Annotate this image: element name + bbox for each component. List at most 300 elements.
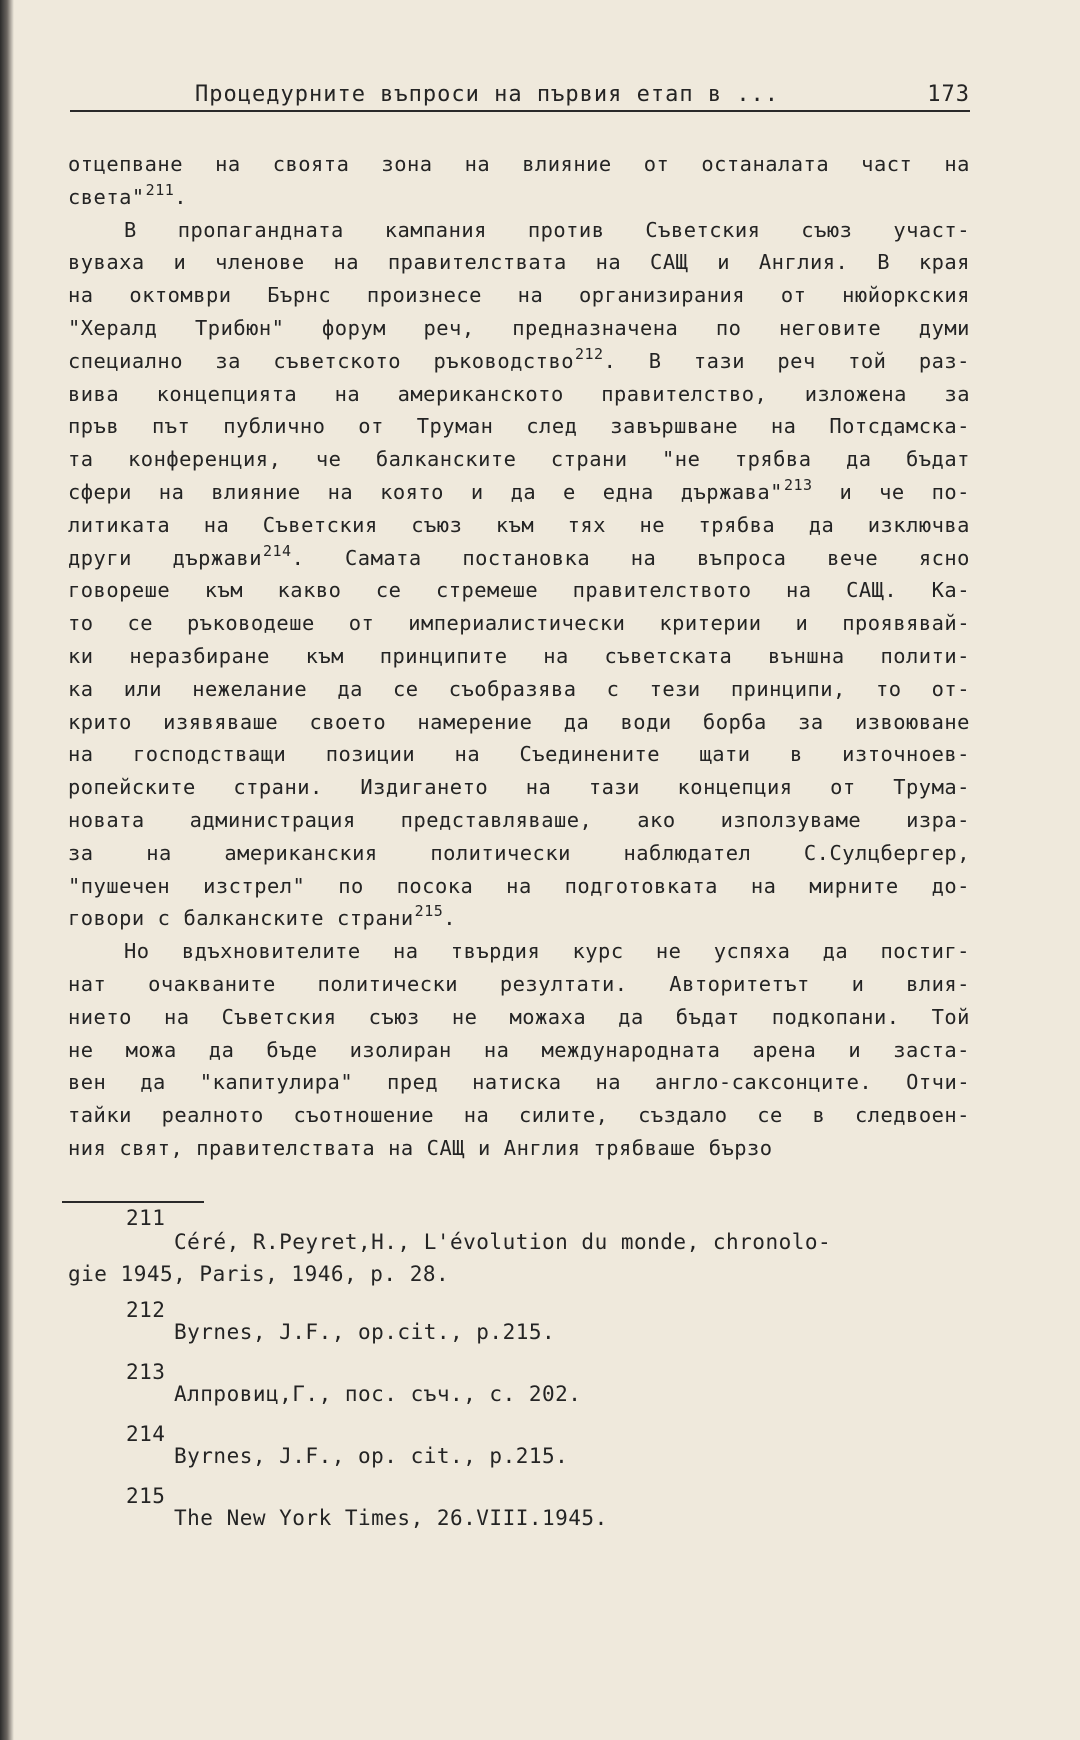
word: на xyxy=(506,873,532,898)
word: Бърнс xyxy=(267,283,332,308)
footnote-marker: 214 xyxy=(262,541,292,560)
word: държави$^{214}$. xyxy=(172,541,305,570)
text-line xyxy=(68,345,970,378)
word: Но xyxy=(124,939,150,964)
word: Труман xyxy=(416,414,494,439)
word: на xyxy=(215,152,241,176)
word: Съветския xyxy=(645,217,761,242)
text-line xyxy=(68,1099,970,1132)
word: международната xyxy=(541,1037,721,1062)
text-line xyxy=(68,542,970,575)
word: на xyxy=(750,873,777,898)
word: намерение xyxy=(417,709,533,734)
word: неразбиране xyxy=(129,643,270,668)
text-line xyxy=(68,476,970,509)
word: страни. xyxy=(233,775,323,800)
word: зона xyxy=(381,152,433,176)
word: и xyxy=(173,250,187,275)
word: своето xyxy=(309,709,387,734)
word: част xyxy=(861,152,913,176)
word: той xyxy=(848,348,887,373)
word: е xyxy=(563,479,576,504)
word: трябваше xyxy=(593,1135,696,1160)
word: свят, xyxy=(119,1135,184,1160)
word: с xyxy=(606,676,620,701)
word: света"$^{211}$. xyxy=(68,180,188,209)
word: съюз xyxy=(411,512,463,537)
footnote xyxy=(68,1422,970,1484)
word: можа xyxy=(125,1037,177,1062)
word: тях xyxy=(567,512,606,537)
word: на xyxy=(327,479,354,504)
word: ка xyxy=(68,676,94,701)
word: да xyxy=(845,447,872,472)
word: влияние xyxy=(522,152,612,176)
footnote xyxy=(68,1484,970,1546)
word: до- xyxy=(931,873,970,898)
word: изключва xyxy=(867,512,970,537)
word: тайки xyxy=(68,1103,132,1128)
word: на xyxy=(334,381,361,406)
word: не xyxy=(68,1037,94,1062)
word: на xyxy=(525,775,552,800)
text-line xyxy=(68,738,970,771)
word: и xyxy=(478,1135,491,1160)
word: резултати. xyxy=(499,971,628,996)
word: Самата xyxy=(345,545,422,570)
footnote xyxy=(68,1206,970,1298)
word: съветското xyxy=(273,348,402,373)
word: изолиран xyxy=(349,1037,452,1062)
word: полити- xyxy=(880,643,970,668)
word: силите, xyxy=(518,1103,609,1128)
footnote-number: 214 xyxy=(126,1422,166,1446)
text-line xyxy=(68,902,970,935)
word: Англия xyxy=(503,1135,581,1160)
text-line xyxy=(68,837,970,870)
word: мирните xyxy=(809,873,899,898)
word: вдъхновителите xyxy=(181,939,361,964)
word: Трума- xyxy=(893,775,970,800)
word: балканските xyxy=(183,906,324,931)
word: на xyxy=(944,152,970,176)
word: ропейските xyxy=(68,775,196,800)
word: и xyxy=(851,971,865,996)
word: изложена xyxy=(804,381,907,406)
text-line xyxy=(68,148,970,181)
word: за xyxy=(944,381,970,406)
word: та xyxy=(68,447,94,472)
word: на xyxy=(464,152,491,176)
word: правителството xyxy=(572,578,752,603)
footnote-number: 212 xyxy=(126,1298,166,1322)
word: администрация xyxy=(189,807,356,832)
word: думи xyxy=(918,315,970,340)
running-title: Процедурните въпроси на първия етап в ... xyxy=(195,82,780,107)
binding-shadow xyxy=(0,0,14,1740)
word: концепция xyxy=(677,775,793,800)
word: да xyxy=(510,479,537,504)
word: се xyxy=(757,1103,783,1128)
word: арена xyxy=(752,1037,817,1062)
word: новата xyxy=(68,807,145,832)
word: ако xyxy=(637,807,676,832)
text-line xyxy=(68,673,970,706)
word: наблюдател xyxy=(623,840,752,865)
word: на xyxy=(68,283,94,308)
word: и xyxy=(470,479,484,504)
word: за xyxy=(215,348,241,373)
word: то xyxy=(68,611,94,636)
word: англо-саксонците. xyxy=(654,1070,873,1095)
word: път xyxy=(151,414,191,439)
word: от- xyxy=(931,676,970,701)
word: господстващи xyxy=(132,742,287,767)
word: принципи, xyxy=(730,676,846,701)
word: реч xyxy=(777,348,816,373)
word: реалното xyxy=(161,1103,264,1128)
word: на xyxy=(543,643,569,668)
word: ясно xyxy=(918,545,970,570)
word: влия- xyxy=(906,971,970,996)
text-line xyxy=(68,1001,970,1034)
word: на xyxy=(454,742,481,767)
word: води xyxy=(620,709,672,734)
word: да xyxy=(618,1004,644,1029)
word: Англия. xyxy=(758,250,849,275)
word: позиции xyxy=(325,742,416,767)
word: отцепване xyxy=(68,152,183,176)
word: с xyxy=(157,906,171,931)
text-line xyxy=(68,509,970,542)
word: външна xyxy=(768,643,845,668)
word: нежелание xyxy=(192,676,308,701)
word: нието xyxy=(68,1004,132,1029)
word: по xyxy=(715,315,742,340)
word: по- xyxy=(931,479,970,504)
word: нат xyxy=(68,971,107,996)
word: очакваните xyxy=(148,971,276,996)
word: която xyxy=(380,479,444,504)
word: успяха xyxy=(713,939,791,964)
word: тези xyxy=(649,676,701,701)
word: щати xyxy=(699,742,751,767)
word: подкопани. xyxy=(771,1004,900,1029)
word: на xyxy=(333,250,360,275)
word: концепцията xyxy=(156,381,298,406)
word: и xyxy=(795,611,809,636)
text-line xyxy=(68,378,970,411)
word: използуваме xyxy=(720,807,862,832)
word: от xyxy=(348,611,375,636)
word: предназначена xyxy=(512,315,679,340)
word: от xyxy=(830,775,856,800)
word: към xyxy=(305,643,344,668)
word: страни xyxy=(550,447,628,472)
word: бъдат xyxy=(675,1004,740,1029)
word: подготовката xyxy=(564,873,718,898)
text-line xyxy=(68,607,970,640)
word: и xyxy=(848,1037,862,1062)
word: да xyxy=(563,709,590,734)
word: политически xyxy=(317,971,459,996)
text-line xyxy=(68,312,970,345)
word: произнесе xyxy=(366,283,482,308)
word: ръководство$^{212}$. xyxy=(433,344,617,373)
text-line xyxy=(68,870,970,903)
word: пропагандната xyxy=(177,217,344,242)
word: края xyxy=(918,250,970,275)
word: империалистически xyxy=(408,611,626,636)
word: проявявай- xyxy=(842,611,970,636)
word: от xyxy=(358,414,384,439)
text-line xyxy=(68,443,970,476)
word: САЩ. xyxy=(846,578,898,603)
word: съюз xyxy=(368,1004,420,1029)
word: за xyxy=(68,840,94,865)
word: Съветския xyxy=(221,1004,337,1029)
word: "капитулира" xyxy=(199,1070,354,1095)
word: публично xyxy=(223,414,326,439)
word: на xyxy=(630,545,657,570)
footnote-marker: 215 xyxy=(414,902,444,921)
word: на xyxy=(388,1135,414,1160)
word: трябва xyxy=(734,447,812,472)
word: критерии xyxy=(659,611,762,636)
word: от xyxy=(780,283,807,308)
footnote-text: Byrnes, J.F., op. cit., p.215. xyxy=(174,1444,569,1468)
word: съобразява xyxy=(448,676,577,701)
word: тази xyxy=(693,348,746,373)
word: съотношение xyxy=(293,1103,435,1128)
word: на xyxy=(163,1004,190,1029)
word: организирания xyxy=(578,283,746,308)
word: се xyxy=(375,578,402,603)
word: да xyxy=(822,939,849,964)
word: курс xyxy=(572,939,624,964)
text-line xyxy=(68,968,970,1001)
word: Той xyxy=(931,1004,970,1029)
word: Съветския xyxy=(262,512,378,537)
word: вен xyxy=(68,1070,107,1095)
word: на xyxy=(483,1037,510,1062)
word: останалата xyxy=(701,152,830,176)
word: ния xyxy=(68,1135,107,1160)
word: в xyxy=(812,1103,826,1128)
word: конференция, xyxy=(128,447,282,472)
word: стремеше xyxy=(435,578,539,603)
word: Отчи- xyxy=(906,1070,970,1095)
word: говори xyxy=(68,906,145,931)
word: форум xyxy=(322,315,386,340)
word: представляваше, xyxy=(400,807,593,832)
word: към xyxy=(495,512,535,537)
word: бъдат xyxy=(906,447,970,472)
footnote-text: The New York Times, 26.VIII.1945. xyxy=(174,1506,608,1530)
text-line xyxy=(68,706,970,739)
word: извоюване xyxy=(854,709,970,734)
word: САЩ xyxy=(426,1135,466,1160)
word: В xyxy=(648,348,662,373)
word: ръководеше xyxy=(187,611,315,636)
word: "пушечен xyxy=(68,873,171,898)
word: пред xyxy=(387,1070,439,1095)
footnote-number: 211 xyxy=(126,1206,166,1230)
word: вече xyxy=(827,545,879,570)
word: съюз xyxy=(801,217,853,242)
word: ки xyxy=(68,643,94,668)
text-line xyxy=(68,1066,970,1099)
word: пръв xyxy=(68,414,120,439)
word: от xyxy=(643,152,670,176)
footnote-marker: 212 xyxy=(575,344,604,363)
word: да xyxy=(208,1037,235,1062)
word: завършване xyxy=(610,414,739,439)
word: не xyxy=(639,512,666,537)
word: съветската xyxy=(604,643,733,668)
word: на xyxy=(392,939,419,964)
word: на xyxy=(68,742,94,767)
word: принципите xyxy=(379,643,508,668)
text-line xyxy=(68,410,970,443)
word: и xyxy=(839,479,853,504)
word: да xyxy=(140,1070,166,1095)
footnote-number: 213 xyxy=(126,1360,166,1384)
word: на xyxy=(595,250,622,275)
word: на xyxy=(770,414,797,439)
word: "не xyxy=(662,447,701,472)
text-line xyxy=(68,935,970,968)
word: САЩ xyxy=(650,250,689,275)
word: специално xyxy=(68,348,183,373)
word: се xyxy=(393,676,419,701)
word: бързо xyxy=(708,1135,773,1160)
word: трябва xyxy=(698,512,776,537)
word: участ- xyxy=(893,217,970,242)
word: изявяваше xyxy=(163,709,279,734)
word: реч, xyxy=(423,315,475,340)
page-number: 173 xyxy=(927,82,970,107)
word: тази xyxy=(588,775,640,800)
word: правителствата xyxy=(387,250,567,275)
word: на xyxy=(146,840,172,865)
word: на xyxy=(786,578,812,603)
word: Издигането xyxy=(360,775,489,800)
text-line xyxy=(68,1034,970,1067)
footnote-number: 215 xyxy=(126,1484,166,1508)
word: кампания xyxy=(384,217,487,242)
word: на xyxy=(158,479,185,504)
word: една xyxy=(602,479,654,504)
word: не xyxy=(451,1004,478,1029)
text-line xyxy=(68,1132,970,1165)
word: страни$^{215}$. xyxy=(337,902,457,931)
word: Трибюн" xyxy=(195,315,285,340)
word: източноев- xyxy=(842,742,970,767)
text-line xyxy=(68,640,970,673)
word: то xyxy=(875,676,902,701)
word: сфери xyxy=(68,479,132,504)
word: да xyxy=(808,512,835,537)
word: влияние xyxy=(211,479,301,504)
word: или xyxy=(123,676,163,701)
text-line xyxy=(68,181,970,214)
word: Ка- xyxy=(931,578,970,603)
text-line xyxy=(68,246,970,279)
word: посока xyxy=(396,873,474,898)
word: американския xyxy=(224,840,378,865)
footnote-marker: 213 xyxy=(783,475,813,494)
word: постиг- xyxy=(880,939,970,964)
word: говореше xyxy=(68,578,171,603)
footnote-rule xyxy=(62,1201,204,1203)
word: балканските xyxy=(375,447,517,472)
word: вива xyxy=(68,381,120,406)
word: в xyxy=(789,742,803,767)
word: бъде xyxy=(266,1037,318,1062)
word: към xyxy=(204,578,244,603)
word: на xyxy=(517,283,544,308)
word: изра- xyxy=(906,807,970,832)
word: Съединените xyxy=(519,742,661,767)
word: на xyxy=(463,1103,490,1128)
word: крито xyxy=(68,709,132,734)
word: раз- xyxy=(918,348,970,373)
word: твърдия xyxy=(450,939,541,964)
text-line xyxy=(68,804,970,837)
word: нюйоркския xyxy=(842,283,970,308)
word: борба xyxy=(702,709,767,734)
word: не xyxy=(655,939,682,964)
word: изстрел" xyxy=(203,873,306,898)
word: на xyxy=(203,512,230,537)
footnote-text: Byrnes, J.F., op.cit., p.215. xyxy=(174,1320,556,1344)
running-header xyxy=(70,80,970,112)
word: В xyxy=(877,250,890,275)
word: американското xyxy=(397,381,564,406)
word: октомври xyxy=(129,283,232,308)
word: по xyxy=(338,873,364,898)
word: Потсдамска- xyxy=(829,414,970,439)
word: правителствата xyxy=(196,1135,376,1160)
word: С.Сулцбергер, xyxy=(803,840,970,865)
word: своята xyxy=(272,152,350,176)
word: за xyxy=(798,709,824,734)
word: членове xyxy=(215,250,305,275)
word: създало xyxy=(638,1103,728,1128)
word: заста- xyxy=(893,1037,970,1062)
word: се xyxy=(127,611,154,636)
text-line xyxy=(68,771,970,804)
word: Авторитетът xyxy=(669,971,810,996)
text-line xyxy=(68,574,970,607)
word: и xyxy=(717,250,731,275)
word: литиката xyxy=(68,512,171,537)
word: на xyxy=(595,1070,622,1095)
word: натиска xyxy=(472,1070,562,1095)
footnotes xyxy=(68,1206,970,1546)
footnote xyxy=(68,1360,970,1422)
footnote-text-continued: gie 1945, Paris, 1946, p. 28. xyxy=(68,1262,450,1286)
word: "Хералд xyxy=(68,315,158,340)
word: въпроса xyxy=(696,545,787,570)
word: други xyxy=(68,545,132,570)
word: че xyxy=(879,479,905,504)
word: можаха xyxy=(509,1004,587,1029)
word: В xyxy=(124,217,137,242)
word: политически xyxy=(430,840,571,865)
word: да xyxy=(337,676,363,701)
